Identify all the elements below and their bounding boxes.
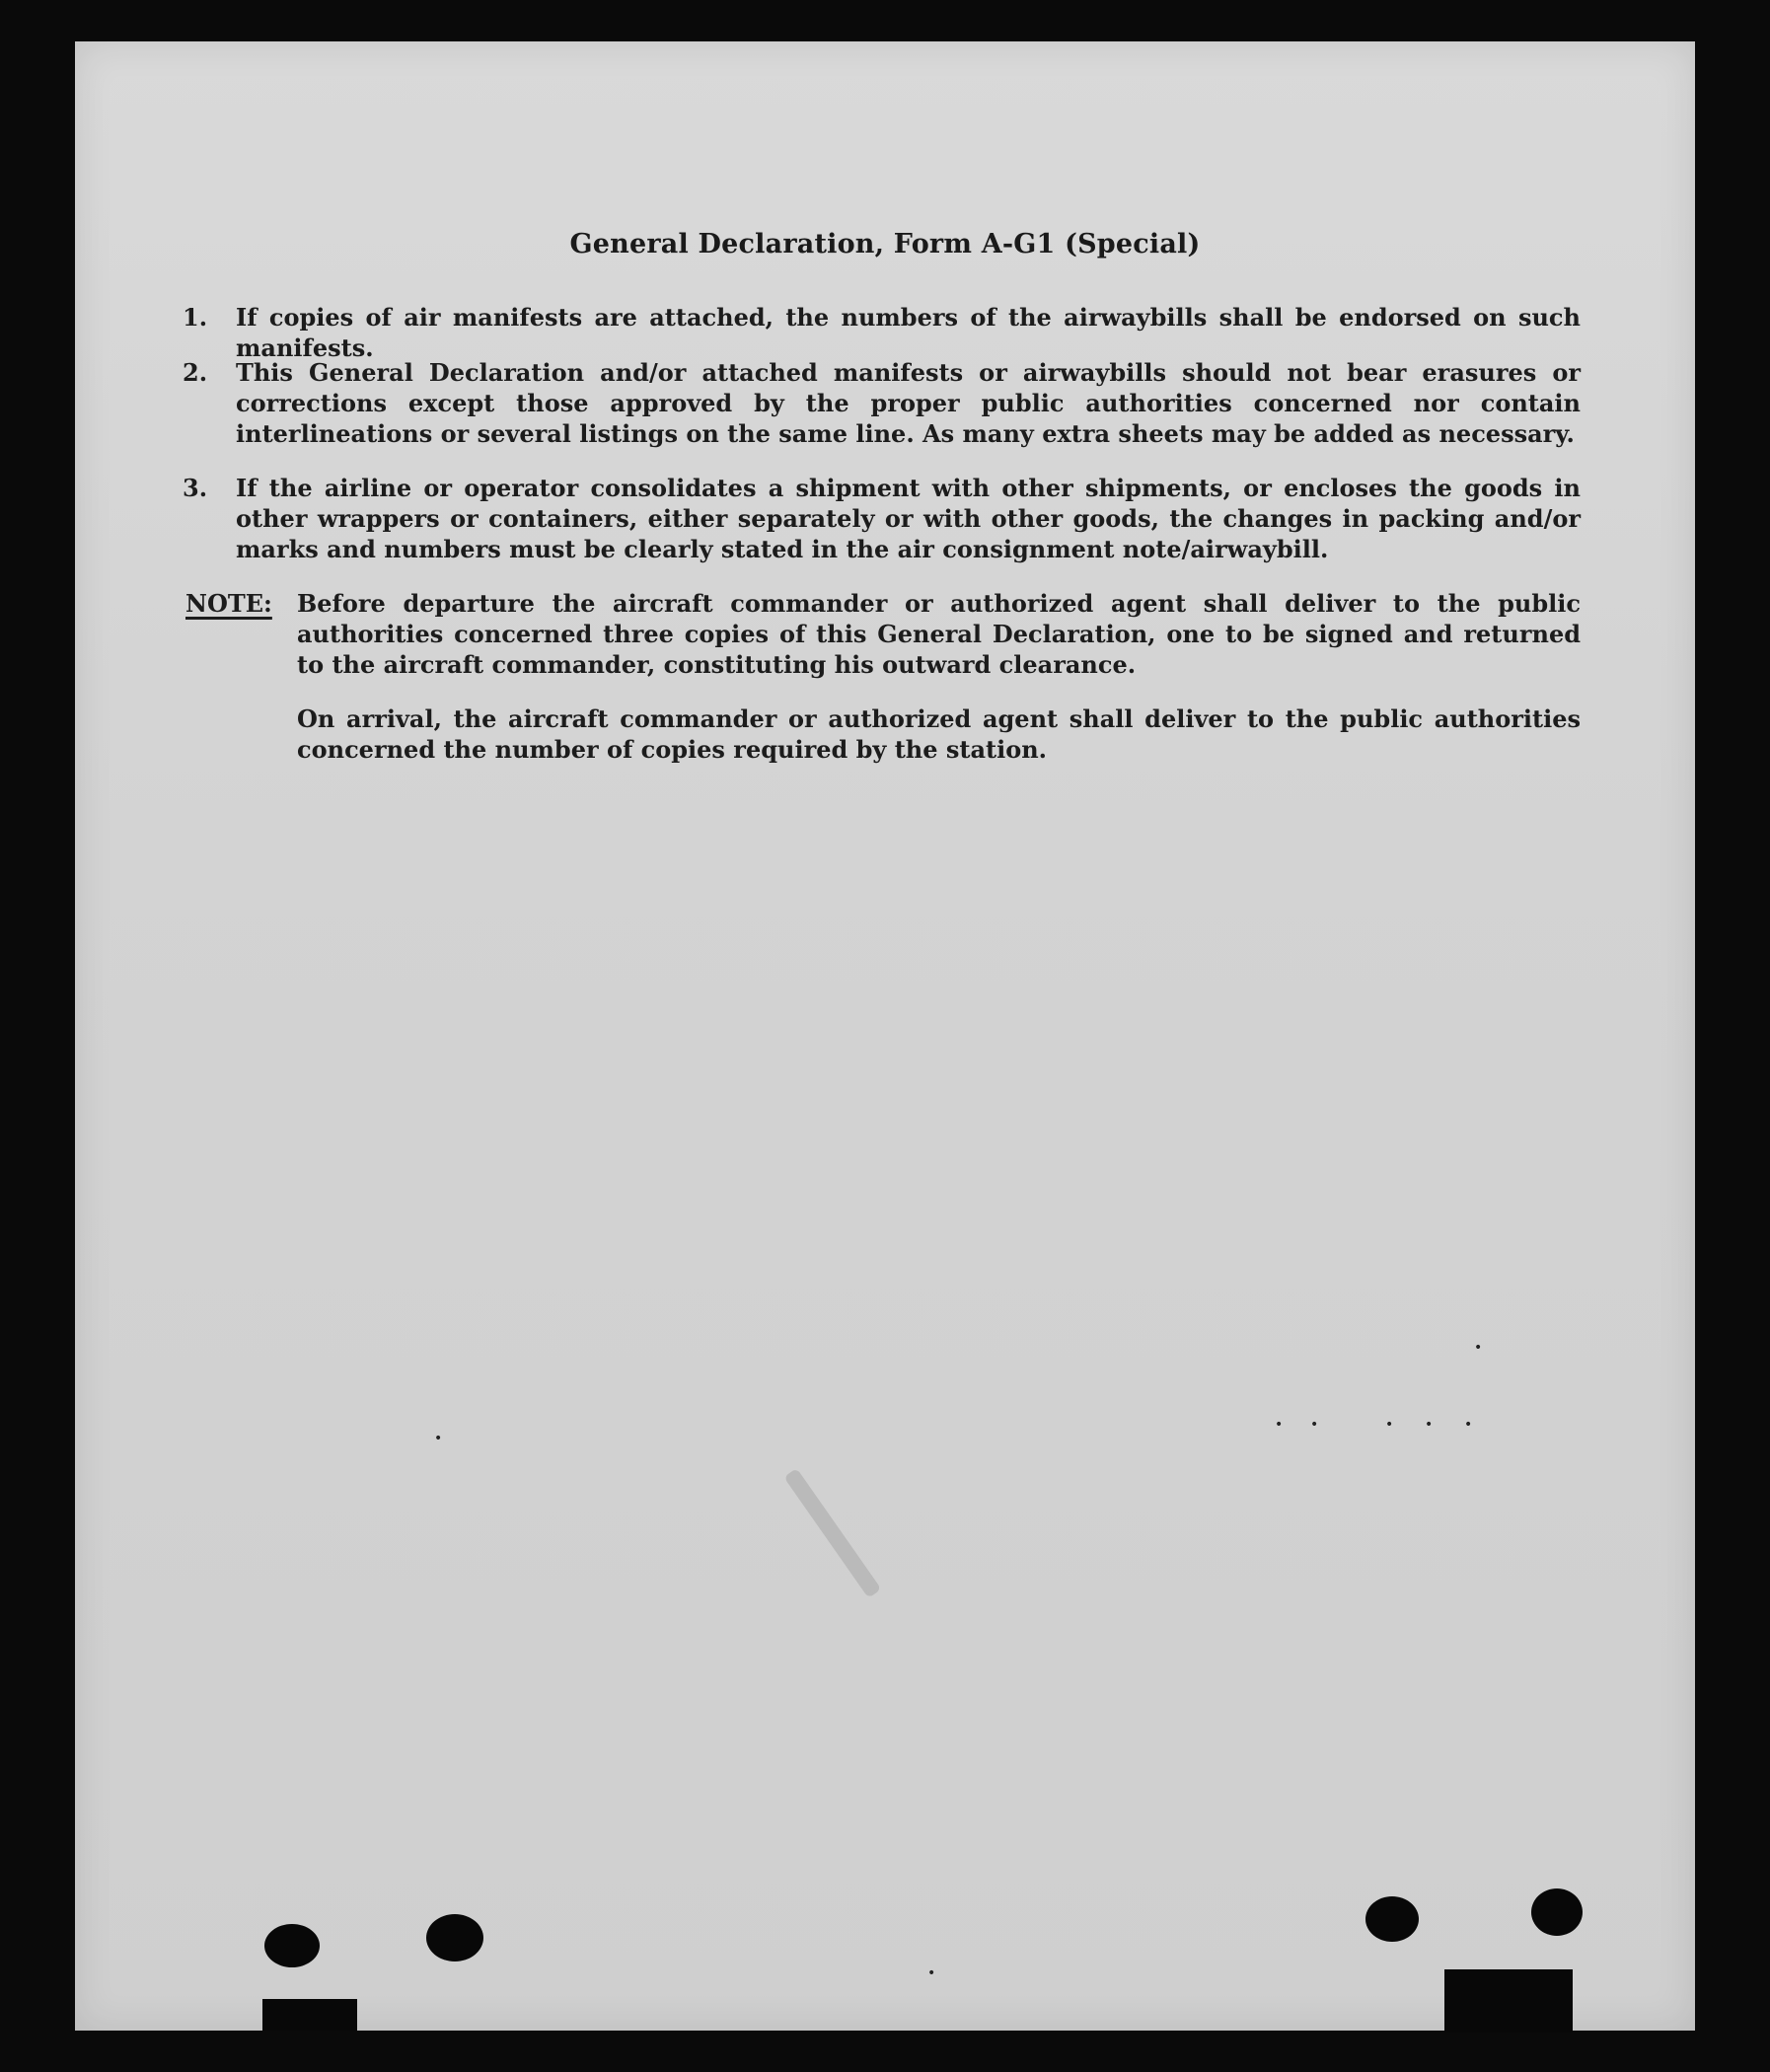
speck: • — [927, 1965, 936, 1981]
item-text: If copies of air manifests are attached, the numbers of the airwaybills shall be endorsed on such manifests. — [236, 303, 1581, 362]
speck: • — [1275, 1417, 1284, 1433]
speck: • — [1310, 1417, 1319, 1433]
speck: • — [434, 1431, 443, 1446]
punch-hole — [1365, 1896, 1419, 1942]
speck: • — [1425, 1417, 1434, 1433]
punch-hole — [426, 1914, 483, 1961]
speck: • — [1385, 1417, 1394, 1433]
item-number: 2. — [183, 358, 208, 387]
punch-hole — [264, 1924, 320, 1967]
torn-edge — [1444, 1969, 1573, 2033]
note-paragraph-2: On arrival, the aircraft commander or authorized agent shall deliver to the public authorities concerned the number of copies required by the station. — [297, 704, 1581, 764]
note-paragraph-1: Before departure the aircraft commander or authorized agent shall deliver to the public authorities concerned three copies of this General Declaration, one to be signed and returned to the aircraft commander, constituting his outward clearance. — [297, 589, 1581, 679]
document-title: General Declaration, Form A-G1 (Special) — [569, 229, 1201, 259]
torn-edge — [262, 1999, 357, 2031]
punch-hole — [1531, 1888, 1583, 1936]
speck: • — [1464, 1417, 1473, 1433]
item-text: This General Declaration and/or attached manifests or airwaybills should not bear erasures or corrections except those approved by the proper public authorities concerned nor contain interlineations or several listings on the same line. As many extra sheets may be added as necessary. — [236, 358, 1581, 448]
item-number: 1. — [183, 303, 208, 332]
speck: • — [1474, 1340, 1483, 1356]
instruction-item-3 — [183, 473, 1581, 564]
instruction-item-1 — [183, 302, 1581, 363]
item-text: If the airline or operator consolidates a shipment with other shipments, or encloses the goods in other wrappers or containers, either separately or with other goods, the changes in packing and/or marks and numbers must be clearly stated in the air consignment note/airwaybill. — [236, 474, 1581, 563]
instruction-item-2 — [183, 357, 1581, 449]
note-label: NOTE: — [185, 589, 272, 618]
note-section — [185, 588, 1581, 765]
item-number: 3. — [183, 474, 208, 502]
